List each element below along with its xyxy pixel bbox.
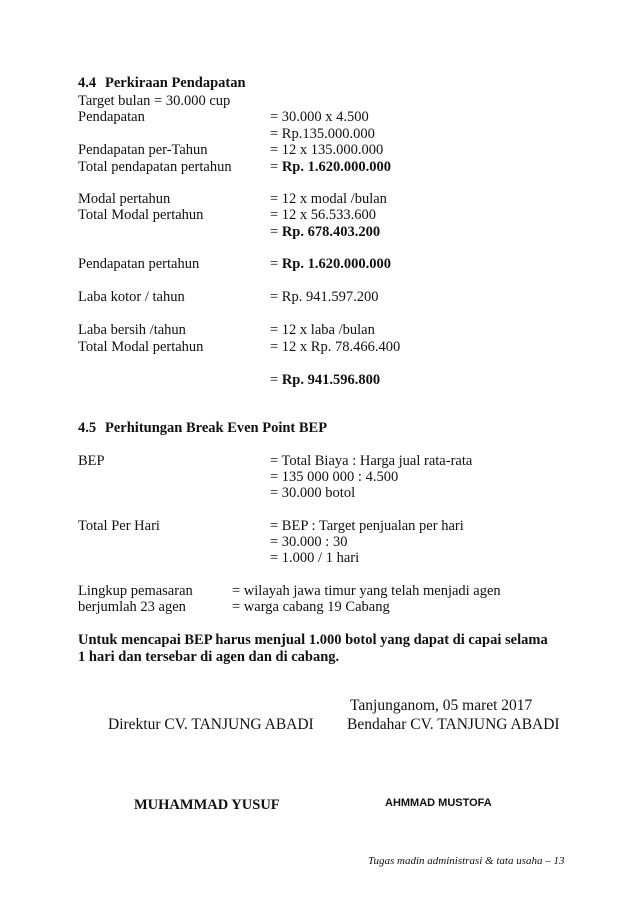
treasurer-title: Bendahar CV. TANJUNG ABADI [347, 716, 560, 733]
row-value: = 12 x laba /bulan [270, 322, 375, 338]
daily-row-formula [0, 518, 638, 535]
row-value: = 12 x 56.533.600 [270, 207, 377, 223]
equals-sign: = [270, 256, 279, 272]
row-value-total: Rp. 678.403.200 [281, 224, 381, 240]
equals-sign: = [270, 159, 279, 175]
row-label: Total Modal pertahun [78, 207, 204, 223]
row-value: = 12 x Rp. 78.466.400 [270, 339, 401, 355]
row-value [270, 159, 391, 176]
market-row-scope [0, 583, 638, 600]
row-value [270, 372, 380, 389]
director-title: Direktur CV. TANJUNG ABADI [108, 716, 314, 733]
section-title: Perkiraan Pendapatan [105, 75, 246, 91]
row-value-total: Rp. 1.620.000.000 [281, 159, 391, 175]
calc-row-total-modal-result [0, 224, 638, 241]
row-value: = 1.000 / 1 hari [270, 550, 360, 566]
row-value [270, 224, 380, 241]
calc-row-pendapatan-pertahun [0, 256, 638, 273]
section-heading-4-4 [0, 75, 638, 92]
row-value: = wilayah jawa timur yang telah menjadi agen [232, 583, 501, 599]
row-value-total: Rp. 1.620.000.000 [281, 256, 391, 272]
row-value [270, 256, 391, 273]
place-date: Tanjunganom, 05 maret 2017 [350, 697, 533, 714]
calc-row-pendapatan [0, 109, 638, 126]
row-label: Total pendapatan pertahun [78, 159, 232, 175]
section-heading-4-5 [0, 420, 638, 437]
bep-row-substitution [0, 469, 638, 486]
row-value: = Total Biaya : Harga jual rata-rata [270, 453, 473, 469]
row-value: = Rp. 941.597.200 [270, 289, 379, 305]
equals-sign: = [270, 224, 279, 240]
target-line [0, 93, 638, 110]
conclusion-line-1 [0, 632, 638, 649]
row-value: = warga cabang 19 Cabang [232, 599, 390, 615]
row-value-total: Rp. 941.596.800 [281, 372, 381, 388]
row-label: Modal pertahun [78, 191, 171, 207]
bep-row-formula [0, 453, 638, 470]
equals-sign: = [270, 372, 279, 388]
page-footer: Tugas madin administrasi & tata usaha – 13 [368, 855, 565, 867]
target-text: Target bulan = 30.000 cup [78, 93, 231, 109]
conclusion-text: Untuk mencapai BEP harus menjual 1.000 botol yang dapat di capai selama [78, 632, 548, 648]
row-value: = 135 000 000 : 4.500 [270, 469, 399, 485]
row-label: Pendapatan pertahun [78, 256, 200, 272]
row-label: Pendapatan per-Tahun [78, 142, 208, 158]
row-value: = 30.000 botol [270, 485, 356, 501]
director-name: MUHAMMAD YUSUF [134, 797, 280, 813]
row-value: = 12 x 135.000.000 [270, 142, 384, 158]
conclusion-line-2 [0, 649, 638, 666]
market-row-agents [0, 599, 638, 616]
section-title: Perhitungan Break Even Point BEP [105, 420, 328, 436]
calc-row-laba-bersih [0, 322, 638, 339]
row-value: = 12 x modal /bulan [270, 191, 387, 207]
calc-row-total-pendapatan [0, 159, 638, 176]
calc-row-total-modal [0, 207, 638, 224]
treasurer-name: AHMMAD MUSTOFA [385, 797, 492, 809]
row-label: Lingkup pemasaran [78, 583, 193, 599]
daily-row-result [0, 550, 638, 567]
row-label: Laba kotor / tahun [78, 289, 185, 305]
row-label: berjumlah 23 agen [78, 599, 186, 615]
row-value: = BEP : Target penjualan per hari [270, 518, 464, 534]
row-value: = Rp.135.000.000 [270, 126, 375, 142]
section-number: 4.5 [78, 420, 97, 436]
calc-row-pendapatan-result [0, 126, 638, 143]
bep-row-result [0, 485, 638, 502]
row-value: = 30.000 x 4.500 [270, 109, 369, 125]
conclusion-text: 1 hari dan tersebar di agen dan di cabang. [78, 649, 340, 665]
row-label: BEP [78, 453, 105, 469]
row-value: = 30.000 : 30 [270, 534, 348, 550]
calc-row-pendapatan-per-tahun [0, 142, 638, 159]
calc-row-total-modal-2 [0, 339, 638, 356]
calc-row-laba-bersih-result [0, 372, 638, 389]
row-label: Total Per Hari [78, 518, 160, 534]
section-number: 4.4 [78, 75, 97, 91]
row-label: Laba bersih /tahun [78, 322, 186, 338]
row-label: Pendapatan [78, 109, 145, 125]
calc-row-laba-kotor [0, 289, 638, 306]
calc-row-modal-pertahun [0, 191, 638, 208]
row-label: Total Modal pertahun [78, 339, 204, 355]
daily-row-substitution [0, 534, 638, 551]
